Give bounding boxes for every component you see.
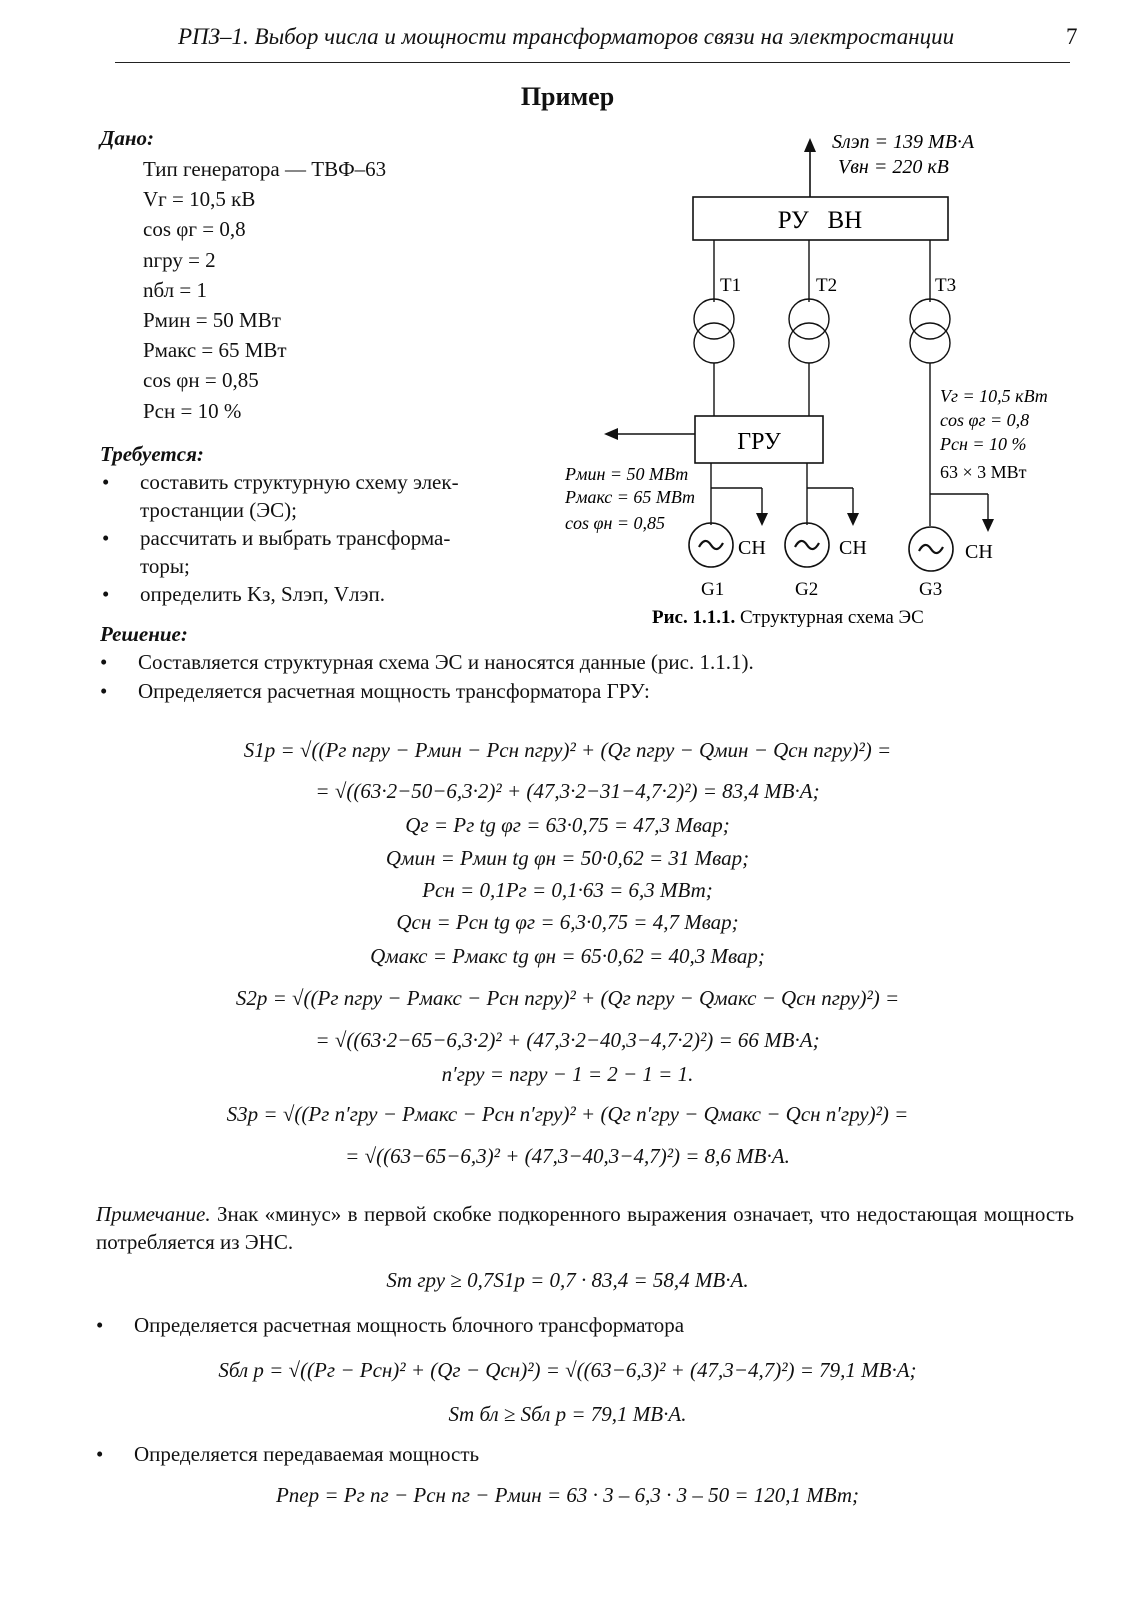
page-number: 7 — [1066, 24, 1078, 49]
export-arrow-icon — [604, 428, 618, 440]
left-label-cos: cos φн = 0,85 — [565, 513, 666, 533]
g1-label: G1 — [701, 579, 725, 600]
top-label-v: Vвн = 220 кВ — [838, 156, 949, 178]
given-item: Vг = 10,5 кВ — [143, 187, 256, 212]
right-label-psn: Pсн = 10 % — [940, 434, 1027, 454]
equation-bl-1: Sбл р = √((Pг − Pсн)² + (Qг − Qсн)²) = √((63−6,3)² + (47,3−4,7)²) = 79,1 МВ·А; — [218, 1358, 917, 1382]
solution-bullet-1: • Составляется структурная схема ЭС и наносятся данные (рис. 1.1.1). — [100, 650, 754, 674]
aux-label-g1: СН — [738, 537, 766, 559]
right-label-vg: Vг = 10,5 кВт — [940, 386, 1048, 406]
left-label-pmin: Pмин = 50 МВт — [565, 464, 689, 484]
equation-bl-2: Sт бл ≥ Sбл р = 79,1 МВ·А. — [448, 1402, 687, 1426]
given-list — [143, 154, 386, 426]
t3-label: T3 — [935, 275, 957, 296]
t2-label: T2 — [816, 275, 838, 296]
given-item: cos φн = 0,85 — [143, 368, 259, 393]
equation: Qмакс = Pмакс tg φн = 65·0,62 = 40,3 Мвар; — [370, 944, 765, 968]
equation: S3р = √((Pг n′гру − Pмакс − Pсн n′гру)² + (Qг n′гру − Qмакс − Qсн n′гру)²) = — [226, 1102, 909, 1126]
aux-load-arrow-icon — [847, 513, 859, 526]
required-item: • составить структурную схему элек- — [102, 470, 459, 494]
equation-per: Pпер = Pг nг − Pсн nг − Pмин = 63 · 3 – 6,3 · 3 – 50 = 120,1 МВт; — [275, 1483, 860, 1507]
header-rule — [115, 62, 1070, 63]
solution-heading: Решение: — [100, 622, 188, 646]
aux-label-g2: СН — [839, 537, 867, 559]
note-paragraph: Примечание. Знак «минус» в первой скобке подкоренного выражения означает, что недостающая мощность потребляется из ЭНС. — [96, 1202, 1074, 1254]
given-heading: Дано: — [100, 126, 154, 150]
equation: = √((63·2−65−6,3·2)² + (47,3·2−40,3−4,7·2)²) = 66 МВ·А; — [315, 1028, 820, 1052]
g3-label: G3 — [919, 579, 943, 600]
equation: S1р = √((Pг nгру − Pмин − Pсн nгру)² + (Qг nгру − Qмин − Qсн nгру)²) = — [243, 738, 892, 762]
equation: Qг = Pг tg φг = 63·0,75 = 47,3 Мвар; — [405, 813, 730, 837]
equation: Qмин = Pмин tg φн = 50·0,62 = 31 Мвар; — [385, 846, 750, 870]
aux-load-arrow-icon — [756, 513, 768, 526]
transformer-t2-icon — [789, 299, 829, 339]
bullet-block-transformer: • Определяется расчетная мощность блочного трансформатора — [96, 1313, 685, 1337]
bus-hv-label: РУ ВН — [777, 207, 863, 234]
given-item: nгру = 2 — [143, 247, 216, 272]
given-item: Pсн = 10 % — [143, 398, 242, 423]
required-item: • определить Kз, Sлэп, Vлэп. — [102, 582, 386, 606]
equation: = √((63−65−6,3)² + (47,3−40,3−4,7)²) = 8,6 МВ·А. — [345, 1144, 790, 1168]
given-item: Тип генератора — ТВФ–63 — [143, 157, 387, 181]
aux-label-g3: СН — [965, 541, 993, 563]
equation: n′гру = nгру − 1 = 2 − 1 = 1. — [441, 1062, 694, 1086]
g2-label: G2 — [795, 579, 819, 600]
running-title: РПЗ–1. Выбор числа и мощности трансформаторов связи на электростанции — [178, 24, 955, 49]
required-heading: Требуется: — [100, 442, 204, 466]
section-title: Пример — [520, 82, 615, 111]
required-item-cont: торы; — [140, 554, 190, 578]
station-diagram — [560, 120, 1080, 640]
left-label-pmax: Pмакс = 65 МВт — [565, 487, 696, 507]
bullet-transferred-power: • Определяется передаваемая мощность — [96, 1442, 480, 1466]
equation: Pсн = 0,1Pг = 0,1·63 = 6,3 МВт; — [422, 878, 713, 902]
right-label-cos: cos φг = 0,8 — [940, 410, 1030, 430]
required-list — [102, 468, 540, 608]
gru-label: ГРУ — [737, 429, 781, 455]
equation-gru: Sт гру ≥ 0,7S1р = 0,7 · 83,4 = 58,4 МВ·А. — [386, 1268, 749, 1292]
aux-load-arrow-icon — [982, 519, 994, 532]
right-label-rating: 63 × 3 МВт — [940, 462, 1027, 482]
required-item-cont: тростанции (ЭС); — [140, 498, 297, 522]
equation: S2р = √((Pг nгру − Pмакс − Pсн nгру)² + (Qг nгру − Qмакс − Qсн nгру)²) = — [235, 986, 900, 1010]
solution-bullet-2: • Определяется расчетная мощность трансформатора ГРУ: — [100, 679, 650, 703]
t1-label: T1 — [720, 275, 742, 296]
figure-caption: Рис. 1.1.1. Структурная схема ЭС — [652, 607, 924, 628]
given-item: nбл = 1 — [143, 277, 207, 302]
top-label-s: Sлэп = 139 МВ·А — [832, 131, 975, 153]
required-item: • рассчитать и выбрать трансформа- — [102, 526, 451, 550]
transformer-t1-icon — [694, 299, 734, 339]
given-item: Pмин = 50 МВт — [143, 308, 281, 333]
equation: = √((63·2−50−6,3·2)² + (47,3·2−31−4,7·2)²) = 83,4 МВ·А; — [315, 779, 820, 803]
given-item: cos φг = 0,8 — [143, 217, 246, 242]
given-item: Pмакс = 65 МВт — [143, 338, 287, 363]
equation: Qсн = Pсн tg φг = 6,3·0,75 = 4,7 Мвар; — [396, 910, 739, 934]
transformer-t3-icon — [910, 299, 950, 339]
